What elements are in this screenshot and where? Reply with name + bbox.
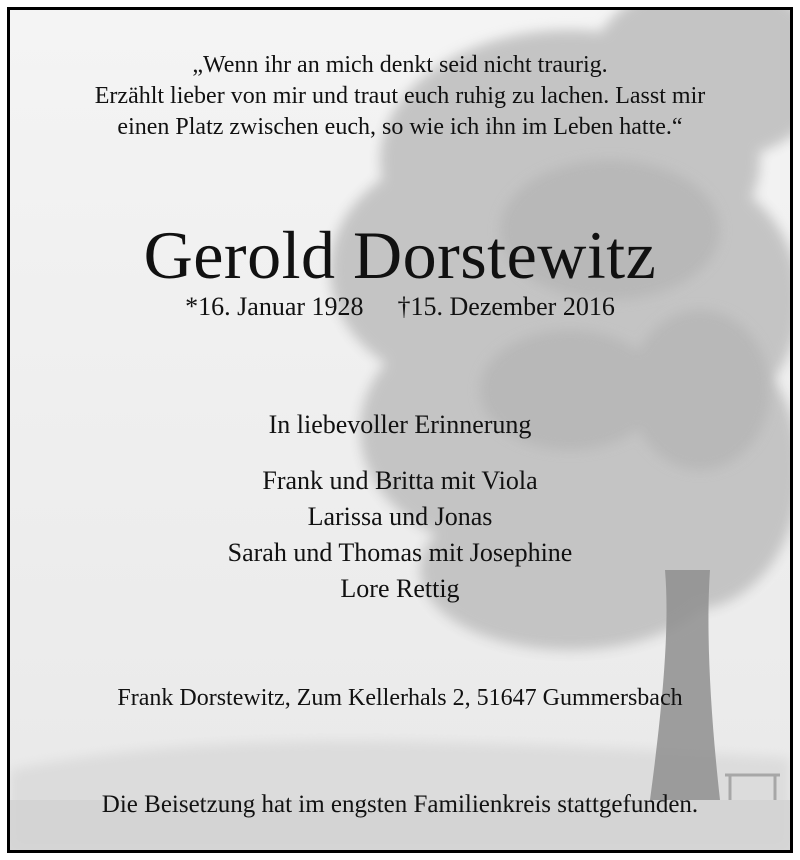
quote [10,50,790,143]
family-member: Sarah und Thomas mit Josephine [227,538,573,567]
life-dates [10,290,790,324]
deceased-name: Gerold Dorstewitz [143,217,657,293]
obituary-notice [7,7,793,853]
contact-address: Frank Dorstewitz, Zum Kellerhals 2, 51647 Gummersbach [117,685,683,711]
family-member: Larissa und Jonas [307,502,493,531]
quote-line: „Wenn ihr an mich denkt seid nicht traurig. [192,52,608,78]
family-member: Frank und Britta mit Viola [262,466,538,495]
quote-line: einen Platz zwischen euch, so wie ich ihn im Leben hatte.“ [117,114,683,140]
quote-line: Erzählt lieber von mir und traut euch ruhig zu lachen. Lasst mir [94,83,706,109]
memory-line: In liebevoller Erinnerung [268,410,532,439]
death-date: †15. Dezember 2016 [397,292,615,321]
birth-date: *16. Januar 1928 [185,292,364,321]
family-member: Lore Rettig [340,574,460,603]
funeral-note: Die Beisetzung hat im engsten Familienkreis stattgefunden. [101,791,699,818]
family-list [10,463,790,607]
